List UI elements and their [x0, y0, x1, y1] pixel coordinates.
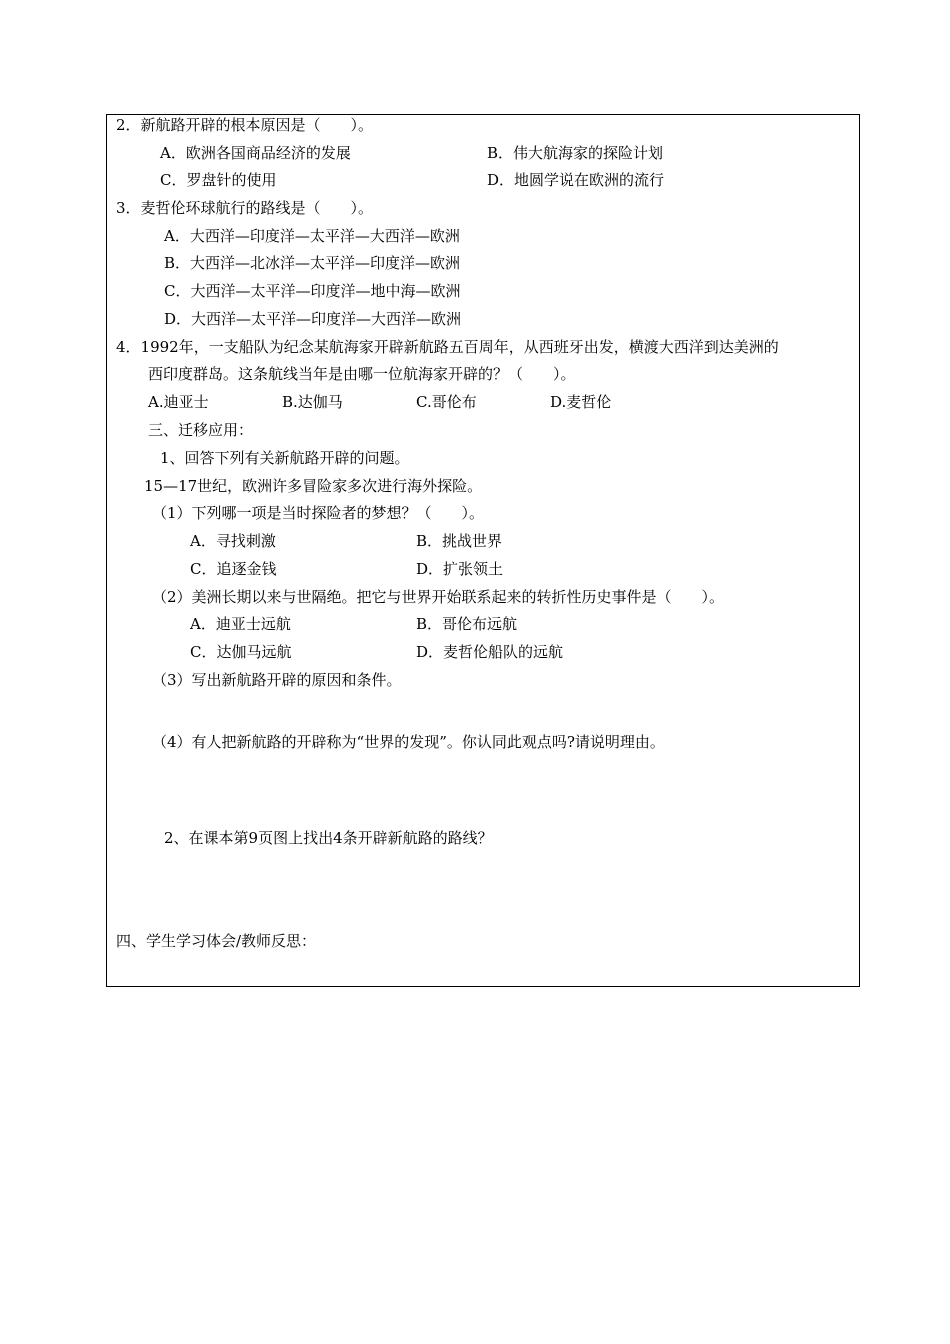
sub2-option-d: D．麦哲伦船队的远航	[416, 643, 564, 661]
sub2-option-c: C．达伽马远航	[190, 643, 292, 661]
q4-option-d: D.麦哲伦	[550, 393, 612, 411]
sub2-stem: （2）美洲长期以来与世隔绝。把它与世界开始联系起来的转折性历史事件是（ ）。	[152, 588, 725, 606]
q3-option-b: B．大西洋—北冰洋—太平洋—印度洋—欧洲	[164, 254, 461, 272]
q4-option-a: A.迪亚士	[148, 393, 209, 411]
sub1-stem: （1）下列哪一项是当时探险者的梦想？（ ）。	[152, 504, 485, 522]
sub1-option-d: D．扩张领土	[416, 560, 504, 578]
sub4-question: （4）有人把新航路的开辟称为“世界的发现”。你认同此观点吗?请说明理由。	[152, 733, 665, 751]
q3-stem: 3．麦哲伦环球航行的路线是（ ）。	[116, 199, 374, 217]
q4-stem-line1: 4．1992年，一支船队为纪念某航海家开辟新航路五百周年，从西班牙出发，横渡大西洋到达美洲的	[116, 338, 779, 356]
sub1-option-b: B．挑战世界	[416, 532, 503, 550]
section3-context: 15—17世纪，欧洲许多冒险家多次进行海外探险。	[144, 477, 483, 495]
q2-option-c: C．罗盘针的使用	[160, 171, 277, 189]
q3-option-d: D．大西洋—太平洋—印度洋—大西洋—欧洲	[164, 310, 462, 328]
q2-option-b: B．伟大航海家的探险计划	[487, 144, 664, 162]
sub3-question: （3）写出新航路开辟的原因和条件。	[152, 671, 402, 689]
q4-stem-line2: 西印度群岛。这条航线当年是由哪一位航海家开辟的？（ ）。	[148, 365, 576, 383]
q4-option-b: B.达伽马	[282, 393, 343, 411]
section3-heading: 三、迁移应用：	[148, 421, 254, 439]
q2-stem: 2．新航路开辟的根本原因是（ ）。	[116, 116, 374, 134]
sub2-option-a: A．迪亚士远航	[190, 615, 291, 633]
sub2-option-b: B．哥伦布远航	[416, 615, 518, 633]
sub1-option-a: A．寻找刺激	[190, 532, 276, 550]
section3-item2: 2、在课本第9页图上找出4条开辟新航路的路线？	[164, 829, 493, 847]
q2-option-d: D．地圆学说在欧洲的流行	[487, 171, 665, 189]
q4-option-c: C.哥伦布	[416, 393, 477, 411]
q3-option-a: A．大西洋—印度洋—太平洋—大西洋—欧洲	[164, 227, 460, 245]
sub1-option-c: C．追逐金钱	[190, 560, 277, 578]
q3-option-c: C．大西洋—太平洋—印度洋—地中海—欧洲	[164, 282, 461, 300]
section3-item1: 1、回答下列有关新航路开辟的问题。	[160, 449, 410, 467]
q2-option-a: A．欧洲各国商品经济的发展	[160, 144, 351, 162]
section4-heading: 四、学生学习体会/教师反思：	[116, 932, 317, 950]
